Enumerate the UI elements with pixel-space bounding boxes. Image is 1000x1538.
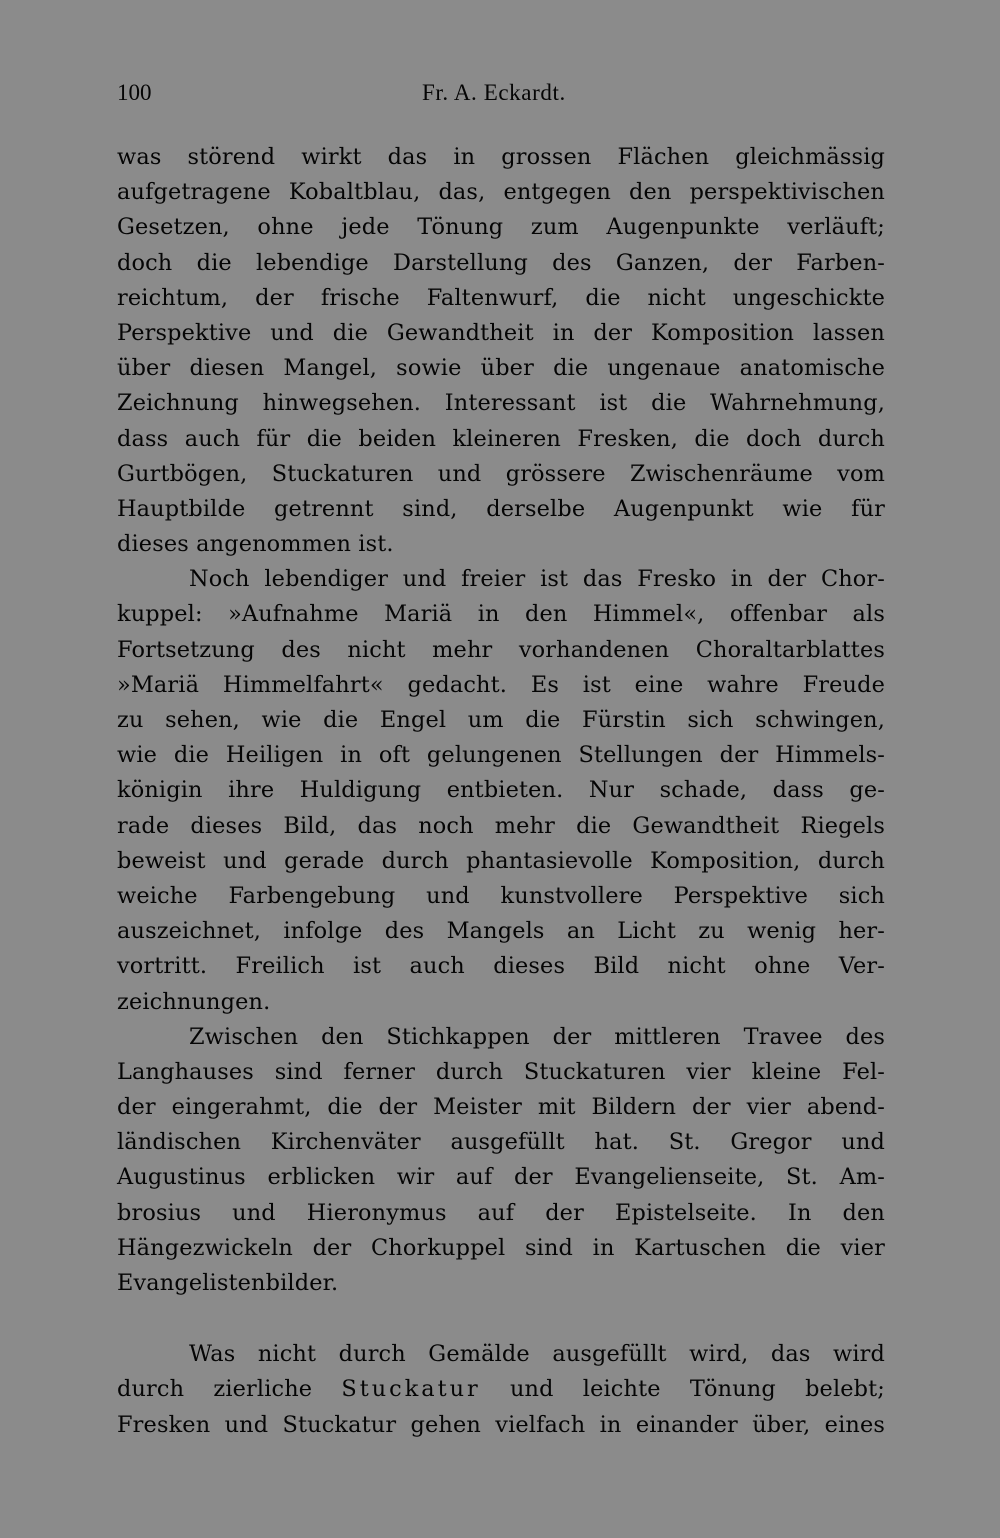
text-line: Langhauses sind ferner durch Stuckaturen vier kleine Fel-	[117, 1058, 885, 1085]
text-segment: durch zierliche	[117, 1376, 313, 1403]
text-line: Gurtbögen, Stuckaturen und grössere Zwischenräume vom	[117, 460, 885, 487]
text-line: Zeichnung hinwegsehen. Interessant ist die Wahrnehmung,	[117, 390, 885, 417]
text-line: Hängezwickeln der Chorkuppel sind in Kartuschen die vier	[117, 1234, 885, 1261]
text-line: dieses angenommen ist.	[117, 531, 394, 558]
emphasized-word: Stuckatur	[341, 1376, 481, 1403]
running-title: Fr. A. Eckardt.	[422, 80, 566, 105]
paragraph	[117, 1020, 885, 1302]
paragraph	[117, 1337, 885, 1443]
text-line: was störend wirkt das in grossen Flächen gleichmässig	[117, 144, 885, 170]
text-line: beweist und gerade durch phantasievolle Komposition, durch	[117, 847, 885, 874]
paragraph	[117, 562, 885, 1019]
text-line: Gesetzen, ohne jede Tönung zum Augenpunkte verläuft;	[117, 214, 885, 241]
text-line: Fresken und Stuckatur gehen vielfach in einander über, eines	[117, 1411, 885, 1438]
text-line: doch die lebendige Darstellung des Ganzen, der Farben-	[117, 249, 885, 276]
body-text	[117, 140, 885, 1443]
text-line: ländischen Kirchenväter ausgefüllt hat. St. Gregor und	[117, 1129, 885, 1156]
text-line: zeichnungen.	[117, 988, 271, 1015]
text-line: Hauptbilde getrennt sind, derselbe Augenpunkt wie für	[117, 495, 885, 522]
text-line: Zwischen den Stichkappen der mittleren Travee des	[189, 1023, 885, 1050]
running-head	[117, 80, 885, 116]
text-line: königin ihre Huldigung entbieten. Nur schade, dass ge-	[117, 777, 885, 804]
text-line: aufgetragene Kobaltblau, das, entgegen den perspektivischen	[117, 179, 885, 206]
text-line: brosius und Hieronymus auf der Epistelseite. In den	[117, 1199, 885, 1226]
text-line: rade dieses Bild, das noch mehr die Gewandtheit Riegels	[117, 812, 885, 839]
text-line: Augustinus erblicken wir auf der Evangelienseite, St. Am-	[117, 1164, 885, 1191]
page-number: 100	[117, 80, 152, 105]
text-line: kuppel: »Aufnahme Mariä in den Himmel«, offenbar als	[117, 601, 885, 628]
text-segment: und leichte Tönung belebt;	[509, 1376, 885, 1403]
text-line: über diesen Mangel, sowie über die ungenaue anatomische	[117, 355, 885, 382]
text-line: weiche Farbengebung und kunstvollere Perspektive sich	[117, 882, 885, 909]
text-line: auszeichnet, infolge des Mangels an Licht zu wenig her-	[117, 918, 885, 945]
text-line: zu sehen, wie die Engel um die Fürstin sich schwingen,	[117, 707, 885, 733]
text-line: Evangelistenbilder.	[117, 1270, 339, 1296]
text-line: »Mariä Himmelfahrt« gedacht. Es ist eine wahre Freude	[117, 671, 885, 698]
text-line: Noch lebendiger und freier ist das Fresko in der Chor-	[189, 566, 885, 593]
text-line: wie die Heiligen in oft gelungenen Stellungen der Himmels-	[117, 742, 885, 769]
text-line-with-emphasis	[117, 1372, 885, 1407]
text-line: Perspektive und die Gewandtheit in der Komposition lassen	[117, 319, 885, 346]
section-gap	[117, 1301, 885, 1337]
text-line: der eingerahmt, die der Meister mit Bildern der vier abend-	[117, 1094, 885, 1121]
paragraph	[117, 140, 885, 562]
text-line: vortritt. Freilich ist auch dieses Bild nicht ohne Ver-	[117, 953, 885, 980]
text-line: dass auch für die beiden kleineren Fresken, die doch durch	[117, 425, 885, 452]
text-line: Was nicht durch Gemälde ausgefüllt wird, das wird	[189, 1341, 885, 1368]
text-line: Fortsetzung des nicht mehr vorhandenen Choraltarblattes	[117, 636, 885, 663]
text-line: reichtum, der frische Faltenwurf, die nicht ungeschickte	[117, 284, 885, 311]
